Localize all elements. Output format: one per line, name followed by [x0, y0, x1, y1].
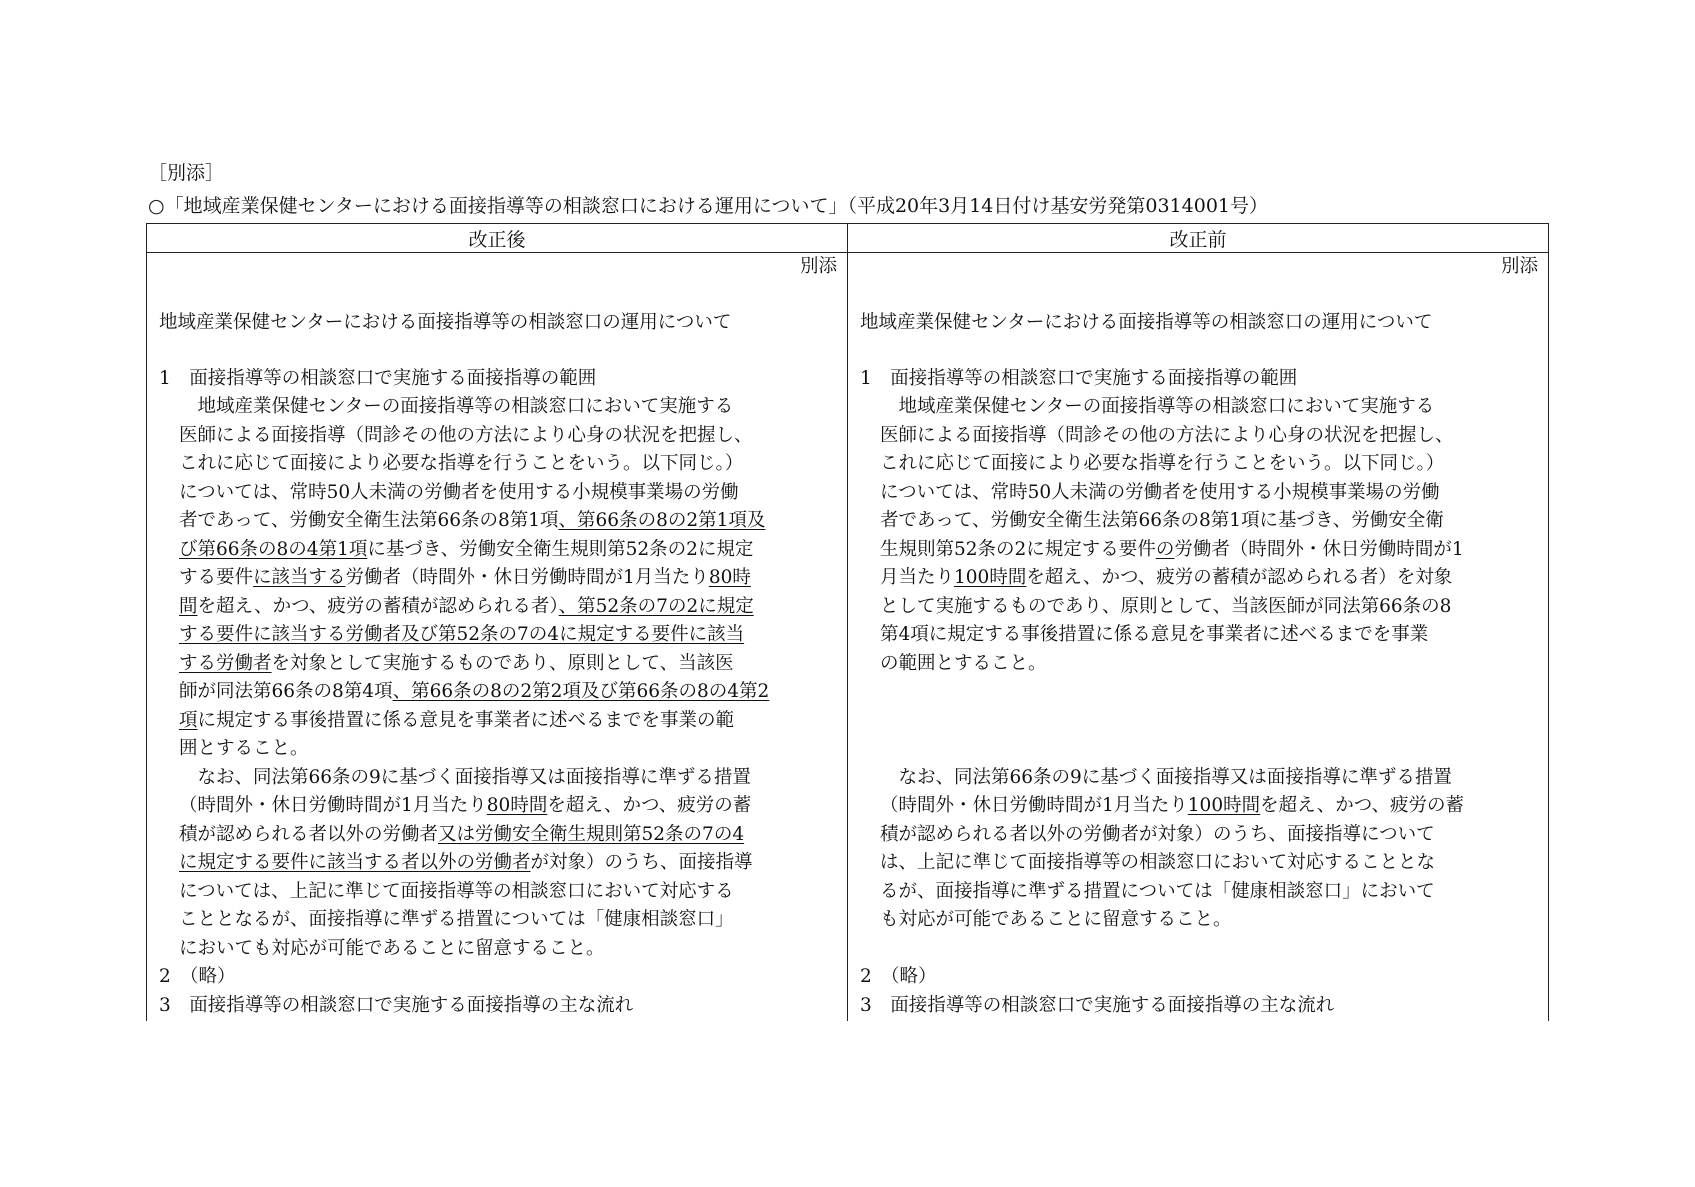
before-section3: 3 面接指導等の相談窓口で実施する面接指導の主な流れ [860, 994, 1335, 1016]
after-amendment: に規定する要件に該当する者以外の労働者 [179, 852, 531, 873]
after-amendment: 、第66条の8の2第1項及 [558, 510, 766, 531]
after-p1-line [179, 678, 769, 707]
before-p1-line: これに応じて面接により必要な指導を行うことをいう。以下同じ。） [880, 453, 1445, 474]
column-before [848, 253, 1549, 1022]
after-amendment: に該当する [253, 567, 346, 588]
after-p1-line: これに応じて面接により必要な指導を行うことをいう。以下同じ。） [179, 453, 744, 474]
before-attachment: 別添 [1500, 256, 1538, 277]
after-section1-heading: 1 面接指導等の相談窓口で実施する面接指導の範囲 [159, 368, 597, 389]
after-text: 師が同法第66条の8第4項 [179, 681, 393, 702]
after-amendment: び第66条の8の4第1項 [179, 538, 368, 560]
after-p2-line: なお、同法第66条の9に基づく面接指導又は面接指導に準ずる措置 [179, 766, 751, 788]
after-p2-line: こととなるが、面接指導に準ずる措置については「健康相談窓口」 [179, 909, 734, 930]
after-section2: 2 （略） [159, 966, 236, 987]
after-text: が対象）のうち、面接指導 [530, 852, 753, 873]
after-p1-line [179, 593, 754, 622]
after-p1-line: 医師による面接指導（問診その他の方法により心身の状況を把握し、 [179, 424, 753, 446]
attachment-label: ［別添］ [148, 162, 225, 184]
after-p1-line [179, 564, 751, 593]
after-text: に基づき、労働安全衛生規則第52条の2に規定 [367, 538, 754, 560]
before-p1-line: 者であって、労働安全衛生法第66条の8第1項に基づき、労働安全衛 [880, 510, 1444, 531]
after-p1-line: 囲とすること。 [179, 738, 309, 759]
after-amendment: する要件に該当する労働者及び第52条の7の4に規定する要件に該当 [179, 624, 745, 645]
before-p2-line: は、上記に準じて面接指導等の相談窓口において対応することとな [880, 852, 1436, 873]
before-p1-line: 医師による面接指導（問診その他の方法により心身の状況を把握し、 [880, 424, 1454, 446]
after-text: 者であって、労働安全衛生法第66条の8第1項 [179, 510, 559, 531]
before-amendment: 100時間 [1187, 795, 1261, 816]
header-before: 改正前 [848, 224, 1549, 253]
after-amendment: 80時 [708, 567, 751, 588]
before-p1-line [880, 564, 1452, 593]
after-p1-line [179, 621, 744, 650]
before-p2-line: るが、面接指導に準ずる措置については「健康相談窓口」において [880, 880, 1435, 902]
after-text: 労働者（時間外・休日労働時間が1月当たり [345, 567, 709, 588]
before-text: 月当たり [880, 567, 955, 588]
after-p2-line: においても対応が可能であることに留意すること。 [179, 937, 605, 959]
after-amendment: 80時間 [486, 795, 548, 816]
after-p2-line: については、上記に準じて面接指導等の相談窓口において対応する [179, 880, 734, 902]
after-text: する要件 [179, 567, 254, 588]
before-text: （時間外・休日労働時間が1月当たり [880, 795, 1188, 816]
before-p2-line: 積が認められる者以外の労働者が対象）のうち、面接指導について [880, 823, 1435, 845]
column-after [147, 253, 848, 1022]
before-p1-line: の範囲とすること。 [880, 652, 1047, 674]
header-after: 改正後 [147, 224, 848, 253]
before-p1-line: として実施するものであり、原則として、当該医師が同法第66条の8 [880, 595, 1452, 617]
before-section2: 2 （略） [860, 966, 937, 987]
before-amendment: の [1155, 538, 1175, 560]
after-p2-line [179, 821, 744, 850]
after-p1-line [179, 536, 753, 565]
before-text: を超え、かつ、疲労の蓄 [1260, 795, 1464, 816]
before-amendment: 100時間 [954, 567, 1027, 588]
after-text: を対象として実施するものであり、原則として、当該医 [271, 652, 734, 674]
before-p2-line [880, 792, 1464, 821]
after-amendment: する労働者 [179, 652, 272, 674]
after-section3: 3 面接指導等の相談窓口で実施する面接指導の主な流れ [159, 994, 634, 1016]
after-amendment: 項 [179, 709, 198, 731]
after-p1-line [179, 707, 734, 736]
after-p2-line [179, 849, 753, 878]
after-amendment: 間 [179, 595, 198, 617]
after-text: （時間外・休日労働時間が1月当たり [179, 795, 487, 816]
before-p1-line: 第4項に規定する事後措置に係る意見を事業者に述べるまでを事業 [880, 624, 1429, 645]
after-attachment: 別添 [799, 256, 837, 277]
after-amendment: 、第52条の7の2に規定 [558, 595, 754, 617]
after-text: に規定する事後措置に係る意見を事業者に述べるまでを事業の範 [197, 709, 735, 731]
after-text: を超え、かつ、疲労の蓄積が認められる者） [197, 595, 559, 617]
comparison-table [146, 223, 1549, 1021]
before-text: 生規則第52条の2に規定する要件 [880, 538, 1156, 560]
before-text: 労働者（時間外・休日労働時間が1 [1174, 538, 1464, 560]
after-text: を超え、かつ、疲労の蓄 [547, 795, 752, 816]
after-p1-line [179, 507, 765, 536]
before-p1-line [880, 536, 1464, 565]
after-p1-line: 地域産業保健センターの面接指導等の相談窓口において実施する [179, 396, 734, 417]
before-title: 地域産業保健センターにおける面接指導等の相談窓口の運用について [860, 312, 1433, 333]
after-amendment: 又は労働安全衛生規則第52条の7の4 [438, 823, 745, 845]
before-p1-line: 地域産業保健センターの面接指導等の相談窓口において実施する [880, 396, 1435, 417]
after-p2-line [179, 792, 751, 821]
before-p2-line: なお、同法第66条の9に基づく面接指導又は面接指導に準ずる措置 [880, 766, 1452, 788]
after-text: 積が認められる者以外の労働者 [179, 823, 439, 845]
after-p1-line: については、常時50人未満の労働者を使用する小規模事業場の労働 [179, 481, 739, 503]
after-title: 地域産業保健センターにおける面接指導等の相談窓口の運用について [159, 312, 732, 333]
before-section1-heading: 1 面接指導等の相談窓口で実施する面接指導の範囲 [860, 368, 1298, 389]
after-p1-line [179, 650, 734, 679]
before-text: を超え、かつ、疲労の蓄積が認められる者）を対象 [1026, 567, 1453, 588]
before-p2-line: も対応が可能であることに留意すること。 [880, 909, 1232, 930]
after-amendment: 、第66条の8の2第2項及び第66条の8の4第2 [392, 681, 770, 702]
document-title: ○「地域産業保健センターにおける面接指導等の相談窓口における運用について」（平成20年3月14日付け基安労発第0314001号） [148, 195, 1269, 217]
before-p1-line: については、常時50人未満の労働者を使用する小規模事業場の労働 [880, 481, 1440, 503]
